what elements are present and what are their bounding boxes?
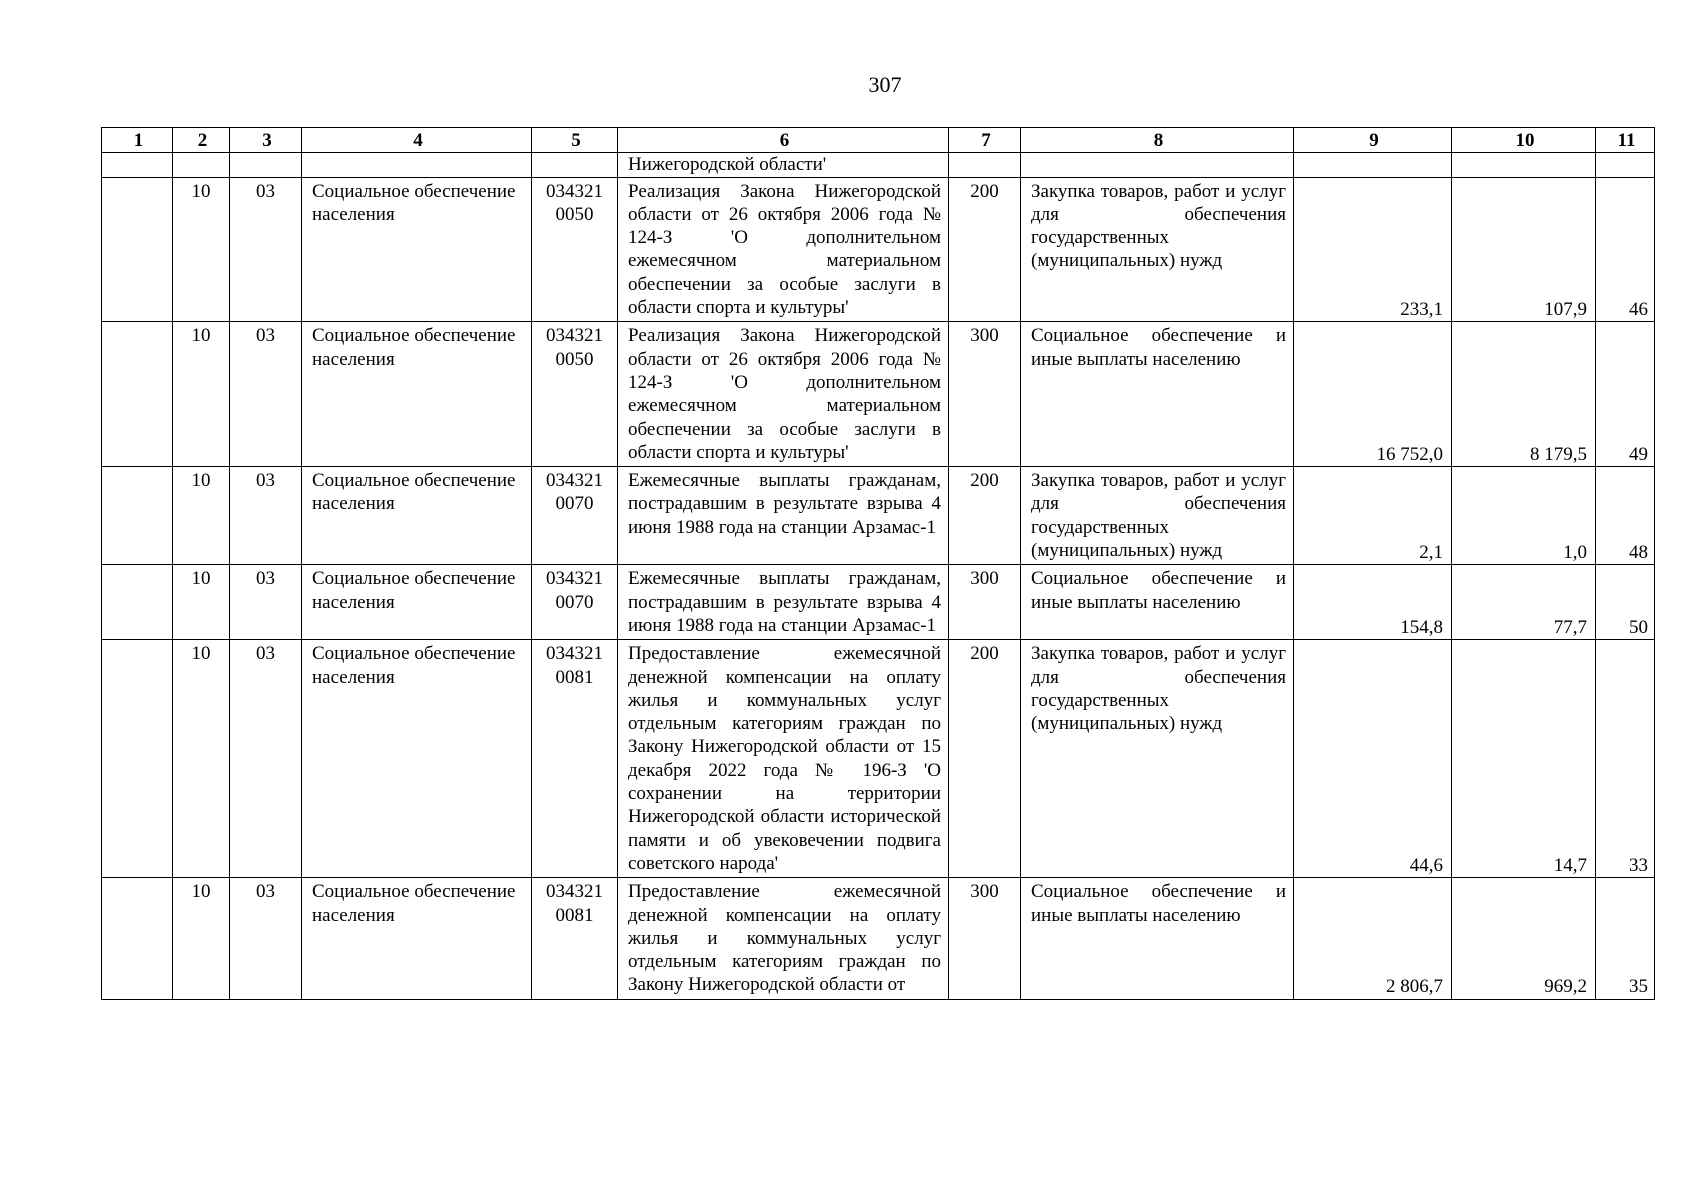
expense-type-name: Социальное обеспечение и иные выплаты населению [1021, 878, 1294, 999]
target-code [532, 467, 618, 565]
target-code-part2: 0081 [555, 666, 594, 688]
expense-type-code: 200 [949, 177, 1021, 322]
amount-col10: 77,7 [1452, 565, 1596, 640]
section-code: 10 [173, 878, 230, 999]
amount-col10: 8 179,5 [1452, 322, 1596, 467]
amount-col9: 16 752,0 [1294, 322, 1452, 467]
target-code-part2: 0070 [555, 493, 594, 515]
col-header-1: 1 [102, 128, 173, 153]
target-description: Предоставление ежемесячной денежной компенсации на оплату жилья и коммунальных услуг отдельным категориям граждан по Закону Нижегородской области от 15 декабря 2022 года № 196-З 'О сохранении на территории Нижегородской области исторической памяти и об увековечении подвига советского народа' [618, 640, 949, 878]
expense-type-code: 200 [949, 467, 1021, 565]
table-row [102, 640, 1655, 878]
expense-type-name: Социальное обеспечение и иные выплаты населению [1021, 565, 1294, 640]
section-name: Социальное обеспечение населения [302, 565, 532, 640]
target-description: Реализация Закона Нижегородской области от 26 октября 2006 года № 124-З 'О дополнительном ежемесячном материальном обеспечении за особые заслуги в области спорта и культуры' [618, 322, 949, 467]
col-header-2: 2 [173, 128, 230, 153]
subsection-code: 03 [230, 322, 302, 467]
col-header-11: 11 [1596, 128, 1655, 153]
target-code [532, 878, 618, 999]
target-code-part1: 034321 [546, 568, 603, 590]
subsection-code: 03 [230, 177, 302, 322]
subsection-code: 03 [230, 565, 302, 640]
percent-col11: 33 [1596, 640, 1655, 878]
table-row [102, 565, 1655, 640]
col-header-5: 5 [532, 128, 618, 153]
target-code-part1: 034321 [546, 470, 603, 492]
section-name: Социальное обеспечение населения [302, 322, 532, 467]
section-code: 10 [173, 640, 230, 878]
continuation-text: Нижегородской области' [618, 153, 949, 177]
target-code-part1: 034321 [546, 643, 603, 665]
expense-type-name: Закупка товаров, работ и услуг для обеспечения государственных (муниципальных) нужд [1021, 177, 1294, 322]
section-name: Социальное обеспечение населения [302, 467, 532, 565]
percent-col11: 49 [1596, 322, 1655, 467]
col-header-9: 9 [1294, 128, 1452, 153]
header-row [102, 128, 1655, 153]
section-code: 10 [173, 565, 230, 640]
table-row [102, 177, 1655, 322]
col-header-4: 4 [302, 128, 532, 153]
target-code-part2: 0070 [555, 591, 594, 613]
amount-col10: 14,7 [1452, 640, 1596, 878]
target-description: Реализация Закона Нижегородской области от 26 октября 2006 года № 124-З 'О дополнительном ежемесячном материальном обеспечении за особые заслуги в области спорта и культуры' [618, 177, 949, 322]
expense-type-name: Социальное обеспечение и иные выплаты населению [1021, 322, 1294, 467]
target-code [532, 565, 618, 640]
section-code: 10 [173, 322, 230, 467]
section-name: Социальное обеспечение населения [302, 177, 532, 322]
table-row [102, 878, 1655, 999]
target-code [532, 640, 618, 878]
percent-col11: 46 [1596, 177, 1655, 322]
subsection-code: 03 [230, 878, 302, 999]
amount-col9: 2 806,7 [1294, 878, 1452, 999]
expense-type-name: Закупка товаров, работ и услуг для обеспечения государственных (муниципальных) нужд [1021, 640, 1294, 878]
page-number: 307 [868, 72, 902, 97]
section-name: Социальное обеспечение населения [302, 878, 532, 999]
table-row [102, 322, 1655, 467]
amount-col9: 2,1 [1294, 467, 1452, 565]
amount-col10: 107,9 [1452, 177, 1596, 322]
expense-type-code: 300 [949, 878, 1021, 999]
section-name: Социальное обеспечение населения [302, 640, 532, 878]
table-row [102, 467, 1655, 565]
target-code [532, 177, 618, 322]
amount-col10: 969,2 [1452, 878, 1596, 999]
col-header-10: 10 [1452, 128, 1596, 153]
section-code: 10 [173, 177, 230, 322]
amount-col10: 1,0 [1452, 467, 1596, 565]
col-header-8: 8 [1021, 128, 1294, 153]
budget-table [101, 127, 1655, 1000]
target-code-part1: 034321 [546, 881, 603, 903]
target-code-part2: 0050 [555, 348, 594, 370]
target-code-part1: 034321 [546, 325, 603, 347]
target-description: Ежемесячные выплаты гражданам, пострадавшим в результате взрыва 4 июня 1988 года на станции Арзамас-1 [618, 565, 949, 640]
expense-type-code: 200 [949, 640, 1021, 878]
continuation-row [102, 153, 1655, 177]
expense-type-code: 300 [949, 322, 1021, 467]
col-header-6: 6 [618, 128, 949, 153]
amount-col9: 154,8 [1294, 565, 1452, 640]
subsection-code: 03 [230, 640, 302, 878]
col-header-3: 3 [230, 128, 302, 153]
col-header-7: 7 [949, 128, 1021, 153]
percent-col11: 48 [1596, 467, 1655, 565]
target-code-part2: 0081 [555, 904, 594, 926]
percent-col11: 35 [1596, 878, 1655, 999]
target-code-part2: 0050 [555, 203, 594, 225]
percent-col11: 50 [1596, 565, 1655, 640]
subsection-code: 03 [230, 467, 302, 565]
target-code-part1: 034321 [546, 180, 603, 202]
target-description: Предоставление ежемесячной денежной компенсации на оплату жилья и коммунальных услуг отдельным категориям граждан по Закону Нижегородской области от [618, 878, 949, 999]
amount-col9: 233,1 [1294, 177, 1452, 322]
target-description: Ежемесячные выплаты гражданам, пострадавшим в результате взрыва 4 июня 1988 года на станции Арзамас-1 [618, 467, 949, 565]
expense-type-name: Закупка товаров, работ и услуг для обеспечения государственных (муниципальных) нужд [1021, 467, 1294, 565]
amount-col9: 44,6 [1294, 640, 1452, 878]
section-code: 10 [173, 467, 230, 565]
target-code [532, 322, 618, 467]
expense-type-code: 300 [949, 565, 1021, 640]
